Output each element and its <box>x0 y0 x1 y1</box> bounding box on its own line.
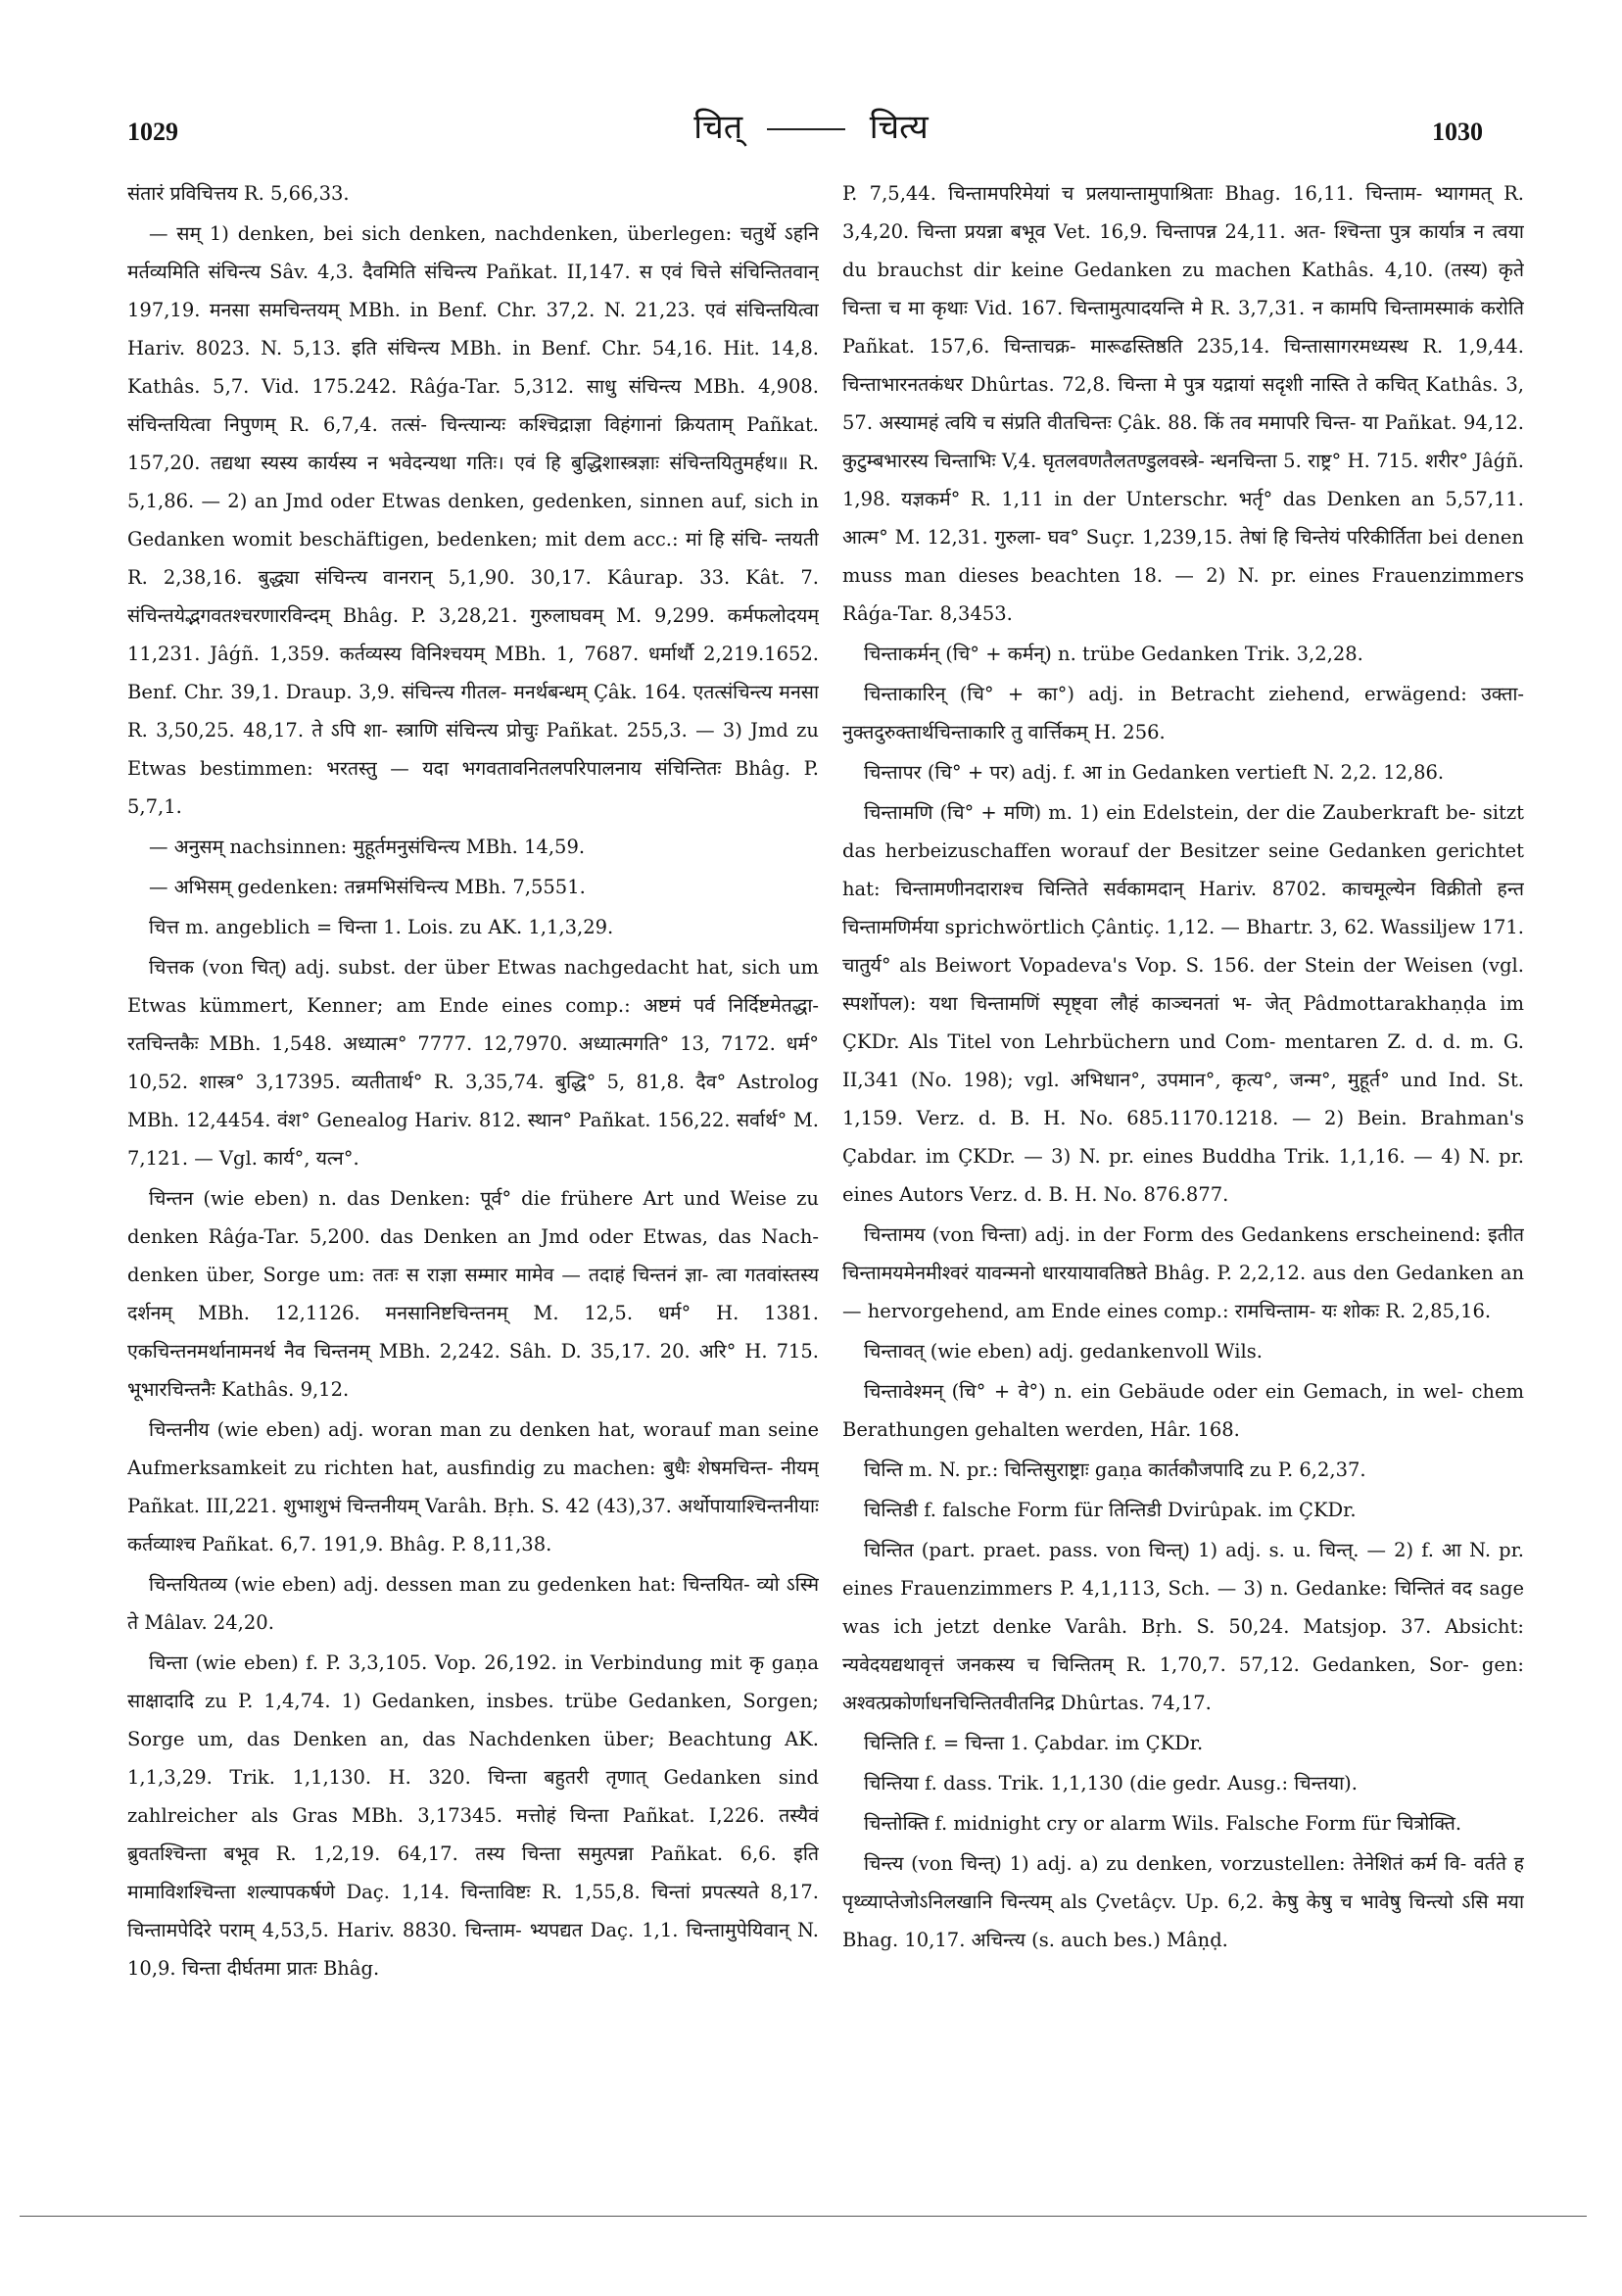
dictionary-entry: चिन्तिडी f. falsche Form für तिन्तिडी Dvirûpak. im ÇKDr. <box>864 1499 1357 1521</box>
page-number-left: 1029 <box>127 118 178 146</box>
dictionary-entry: चिन्तावेश्मन् (चि° + वे°) n. ein Gebäude oder ein Gemach, in wel- chem Berathungen gehalten werden, Hâr. 168. <box>842 1380 1524 1441</box>
header-headword-left: चित् <box>693 108 743 147</box>
dictionary-entry: चिन्त्य (von चिन्त्) 1) adj. a) zu denken, vorzustellen: तेनेशितं कर्म वि- वर्तते ह पृथ्व्याप्तेजोऽनिलखानि चिन्त्यम् als Çvetâçv. Up. 6,2. केषु केषु च भावेषु चिन्त्यो ऽसि मया Bhag. 10,17. अचिन्त्य (s. auch bes.) Mâṇḍ. <box>842 1852 1524 1951</box>
dictionary-entry: चिन्तामय (von चिन्ता) adj. in der Form des Gedankens erscheinend: इतीत चिन्तामयमेनमीश्वरं यावन्मनो धारयायावतिष्ठते Bhâg. P. 2,2,12. aus den Gedanken an — hervorgehend, am Ende eines comp.: रामचिन्ताम- यः शोकः R. 2,85,16. <box>842 1223 1524 1322</box>
dictionary-entry: चित्तक (von चित्) adj. subst. der über Etwas nachgedacht hat, sich um Etwas kümmert, Kenner; am Ende eines comp.: अष्टमं पर्व निर्दिष्टमेतद्धा- रतचिन्तकैः MBh. 1,548. अध्यात्म° 7777. 12,7970. अध्यात्मगति° 13, 7172. धर्म° 10,52. शास्त्र° 3,17395. व्यतीतार्थ° R. 3,35,74. बुद्धि° 5, 81,8. दैव° Astrolog MBh. 12,4454. वंश° Genealog Hariv. 812. स्थान° Pañkat. 156,22. सर्वार्थ° M. 7,121. — Vgl. कार्य°, यत्न°. <box>127 956 819 1170</box>
dictionary-column-right <box>842 174 1524 2006</box>
dictionary-entry: चिन्तावत् (wie eben) adj. gedankenvoll Wils. <box>864 1340 1263 1363</box>
dictionary-entry: चिन्तयितव्य (wie eben) adj. dessen man zu gedenken hat: चिन्तयित- व्यो ऽस्मि ते Mâlav. 24,20. <box>127 1573 819 1634</box>
dictionary-entry: चिन्ति m. N. pr.: चिन्तिसुराष्ट्राः gaṇa कार्तकौजपादि zu P. 6,2,37. <box>864 1459 1366 1481</box>
dictionary-entry: चिन्तनीय (wie eben) adj. woran man zu denken hat, worauf man seine Aufmerksamkeit zu richten hat, ausfindig zu machen: बुधैः शेषमचिन्त- नीयम् Pañkat. III,221. शुभाशुभं चिन्तनीयम् Varâh. Bṛh. S. 42 (43),37. अर्थोपायाश्चिन्तनीयाः कर्तव्याश्च Pañkat. 6,7. 191,9. Bhâg. P. 8,11,38. <box>127 1418 819 1555</box>
dictionary-entry: चिन्ता (wie eben) f. P. 3,3,105. Vop. 26,192. in Verbindung mit कृ gaṇa साक्षादादि zu P. 1,4,74. 1) Gedanken, insbes. trübe Gedanken, Sorgen; Sorge um, das Denken an, das Nachdenken über; Beachtung AK. 1,1,3,29. Trik. 1,1,130. H. 320. चिन्ता बहुतरी तृणात् Gedanken sind zahlreicher als Gras MBh. 3,17345. मत्तोहं चिन्ता Pañkat. I,226. तस्यैवं ब्रुवतश्चिन्ता बभूव R. 1,2,19. 64,17. तस्य चिन्ता समुत्पन्ना Pañkat. 6,6. इति मामाविशश्चिन्ता शल्यापकर्षणे Daç. 1,14. चिन्ताविष्टः R. 1,55,8. चिन्तां प्रपत्स्यते 8,17. चिन्तामपेदिरे पराम् 4,53,5. Hariv. 8830. चिन्ताम- भ्यपद्यत Daç. 1,1. चिन्तामुपेयिवान् N. 10,9. चिन्ता दीर्घतमा प्रातः Bhâg. <box>127 1651 819 1980</box>
dictionary-entry: — अनुसम् nachsinnen: मुहूर्तमनुसंचिन्त्य MBh. 14,59. <box>149 836 586 858</box>
running-header <box>0 103 1622 148</box>
dictionary-entry: P. 7,5,44. चिन्तामपरिमेयां च प्रलयान्तामुपाश्रिताः Bhag. 16,11. चिन्ताम- भ्यागमत् R. 3,4,20. चिन्ता प्रयन्ना बभूव Vet. 16,9. चिन्तापन्न 24,11. अत- श्चिन्ता पुत्र कार्यात्र न त्वया du brauchst dir keine Gedanken zu machen Kathâs. 4,10. (तस्य) कृते चिन्ता च मा कृथाः Vid. 167. चिन्तामुत्पादयन्ति मे R. 3,7,31. न कामपि चिन्तामस्माकं करोति Pañkat. 157,6. चिन्ताचक्र- मारूढस्तिष्ठति 235,14. चिन्तासागरमध्यस्थ R. 1,9,44. चिन्ताभारनतकंधर Dhûrtas. 72,8. चिन्ता मे पुत्र यद्रायां सदृशी नास्ति ते कचित् Kathâs. 3, 57. अस्यामहं त्वयि च संप्रति वीतचिन्तः Çâk. 88. किं तव ममापरि चिन्त- या Pañkat. 94,12. कुटुम्बभारस्य चिन्ताभिः V,4. घृतलवणतैलतण्डुलवस्त्रे- न्धनचिन्ता 5. राष्ट्र° H. 715. शरीर° Jâǵñ. 1,98. यज्ञकर्म° R. 1,11 in der Unterschr. भर्तृ° das Denken an 5,57,11. आत्म° M. 12,31. गुरुला- घव° Suçr. 1,239,15. तेषां हि चिन्तेयं परिकीर्तिता bei denen muss man dieses beachten 18. — 2) N. pr. eines Frauenzimmers Râǵa-Tar. 8,3453. <box>842 182 1524 625</box>
dictionary-entry: — सम् 1) denken, bei sich denken, nachdenken, überlegen: चतुर्थे ऽहनि मर्तव्यमिति संचिन्त्य Sâv. 4,3. दैवमिति संचिन्त्य Pañkat. II,147. स एवं चित्ते संचिन्तितवान् 197,19. मनसा समचिन्तयम् MBh. in Benf. Chr. 37,2. N. 21,23. एवं संचिन्तयित्वा Hariv. 8023. N. 5,13. इति संचिन्त्य MBh. in Benf. Chr. 54,16. Hit. 14,8. Kathâs. 5,7. Vid. 175.242. Râǵa-Tar. 5,312. साधु संचिन्त्य MBh. 4,908. संचिन्तयित्वा निपुणम् R. 6,7,4. तत्सं- चिन्त्यान्यः कश्चिद्राज्ञा विहंगानां क्रियताम् Pañkat. 157,20. तद्यथा स्यस्य कार्यस्य न भवेदन्यथा गतिः। एवं हि बुद्धिशास्त्रज्ञाः संचिन्तयितुमर्हथ॥ R. 5,1,86. — 2) an Jmd oder Etwas denken, gedenken, sinnen auf, sich in Gedanken womit beschäftigen, bedenken; mit dem acc.: मां हि संचि- न्तयती R. 2,38,16. बुद्ध्या संचिन्त्य वानरान् 5,1,90. 30,17. Kâurap. 33. Kât. 7. संचिन्तयेद्भगवतश्चरणारविन्दम् Bhâg. P. 3,28,21. गुरुलाघवम् M. 9,299. कर्मफलोदयम् 11,231. Jâǵñ. 1,359. कर्तव्यस्य विनिश्चयम् MBh. 1, 7687. धर्मार्थौ 2,219.1652. Benf. Chr. 39,1. Draup. 3,9. संचिन्त्य गीतल- मनर्थबन्धम् Çâk. 164. एतत्संचिन्त्य मनसा R. 3,50,25. 48,17. ते ऽपि शा- स्त्राणि संचिन्त्य प्रोचुः Pañkat. 255,3. — 3) Jmd zu Etwas bestimmen: भरतस्तु — यदा भगवतावनितलपरिपालनाय संचिन्तितः Bhâg. P. 5,7,1. <box>127 222 819 818</box>
page-number-right: 1030 <box>1432 118 1483 146</box>
page-bottom-rule <box>20 2216 1587 2217</box>
dictionary-entry: — अभिसम् gedenken: तन्नमभिसंचिन्त्य MBh. 7,5551. <box>149 876 586 898</box>
dictionary-entry: चिन्तन (wie eben) n. das Denken: पूर्व° die frühere Art und Weise zu denken Râǵa-Tar. 5,200. das Denken an Jmd oder Etwas, das Nach- denken über, Sorge um: ततः स राज्ञा सम्मार मामेव — तदाहं चिन्तनं ज्ञा- त्वा गतवांस्तस्य दर्शनम् MBh. 12,1126. मनसानिष्टचिन्तनम् M. 12,5. धर्म° H. 1381. एकचिन्तनमर्थानामनर्थ नैव चिन्तनम् MBh. 2,242. Sâh. D. 35,17. 20. अरि° H. 715. भूभारचिन्तनैः Kathâs. 9,12. <box>127 1187 819 1401</box>
dictionary-entry: चिन्तोक्ति f. midnight cry or alarm Wils. Falsche Form für चित्रोक्ति. <box>864 1812 1462 1835</box>
dictionary-entry: चिन्तित (part. praet. pass. von चिन्त्) 1) adj. s. u. चिन्त्. — 2) f. आ N. pr. eines Frauenzimmers P. 4,1,113, Sch. — 3) n. Gedanke: चिन्तितं वद sage was ich jetzt denke Varâh. Bṛh. S. 50,24. Matsjop. 37. Absicht: न्यवेदयद्यथावृत्तं जनकस्य च चिन्तितम् R. 1,70,7. 57,12. Gedanken, Sor- gen: अश्वत्प्रकोर्णाधनचिन्तितवीतनिद्र Dhûrtas. 74,17. <box>842 1539 1524 1714</box>
dictionary-column-left <box>127 174 819 2006</box>
dictionary-entry: संतारं प्रविचित्तय R. 5,66,33. <box>127 182 350 205</box>
dictionary-entry: चिन्ताकर्मन् (चि° + कर्मन्) n. trübe Gedanken Trik. 3,2,28. <box>864 643 1363 665</box>
dictionary-entry: चित्त m. angeblich = चिन्ता 1. Lois. zu AK. 1,1,3,29. <box>149 916 614 938</box>
dictionary-entry: चिन्तापर (चि° + पर) adj. f. आ in Gedanken vertieft N. 2,2. 12,86. <box>864 761 1445 784</box>
header-dash <box>767 128 845 130</box>
dictionary-entry: चिन्ताकारिन् (चि° + का°) adj. in Betracht ziehend, erwägend: उक्ता- नुक्तदुरुक्तार्थचिन्ताकारि तु वार्त्तिकम् H. 256. <box>842 683 1524 743</box>
dictionary-entry: चिन्तिति f. = चिन्ता 1. Çabdar. im ÇKDr. <box>864 1732 1204 1754</box>
dictionary-entry: चिन्तामणि (चि° + मणि) m. 1) ein Edelstein, der die Zauberkraft be- sitzt das herbeizuschaffen worauf der Besitzer seine Gedanken gerichtet hat: चिन्तामणीनदाराश्च चिन्तिते सर्वकामदान् Hariv. 8702. काचमूल्येन विक्रीतो हन्त चिन्तामणिर्मया sprichwörtlich Çântiç. 1,12. — Bhartr. 3, 62. Wassiljew 171. चातुर्य° als Beiwort Vopadeva's Vop. S. 156. der Stein der Weisen (vgl. स्पर्शोपल): यथा चिन्तामणिं स्पृष्ट्वा लौहं काञ्चनतां भ- जेत् Pâdmottarakhaṇḍa im ÇKDr. Als Titel von Lehrbüchern und Com- mentaren Z. d. d. m. G. II,341 (No. 198); vgl. अभिधान°, उपमान°, कृत्य°, जन्म°, मुहूर्त° und Ind. St. 1,159. Verz. d. B. H. No. 685.1170.1218. — 2) Bein. Brahman's Çabdar. im ÇKDr. — 3) N. pr. eines Buddha Trik. 1,1,16. — 4) N. pr. eines Autors Verz. d. B. H. No. 876.877. <box>842 801 1524 1206</box>
dictionary-entry: चिन्तिया f. dass. Trik. 1,1,130 (die gedr. Ausg.: चिन्तया). <box>864 1772 1358 1794</box>
header-headword-right: चित्य <box>869 108 929 147</box>
